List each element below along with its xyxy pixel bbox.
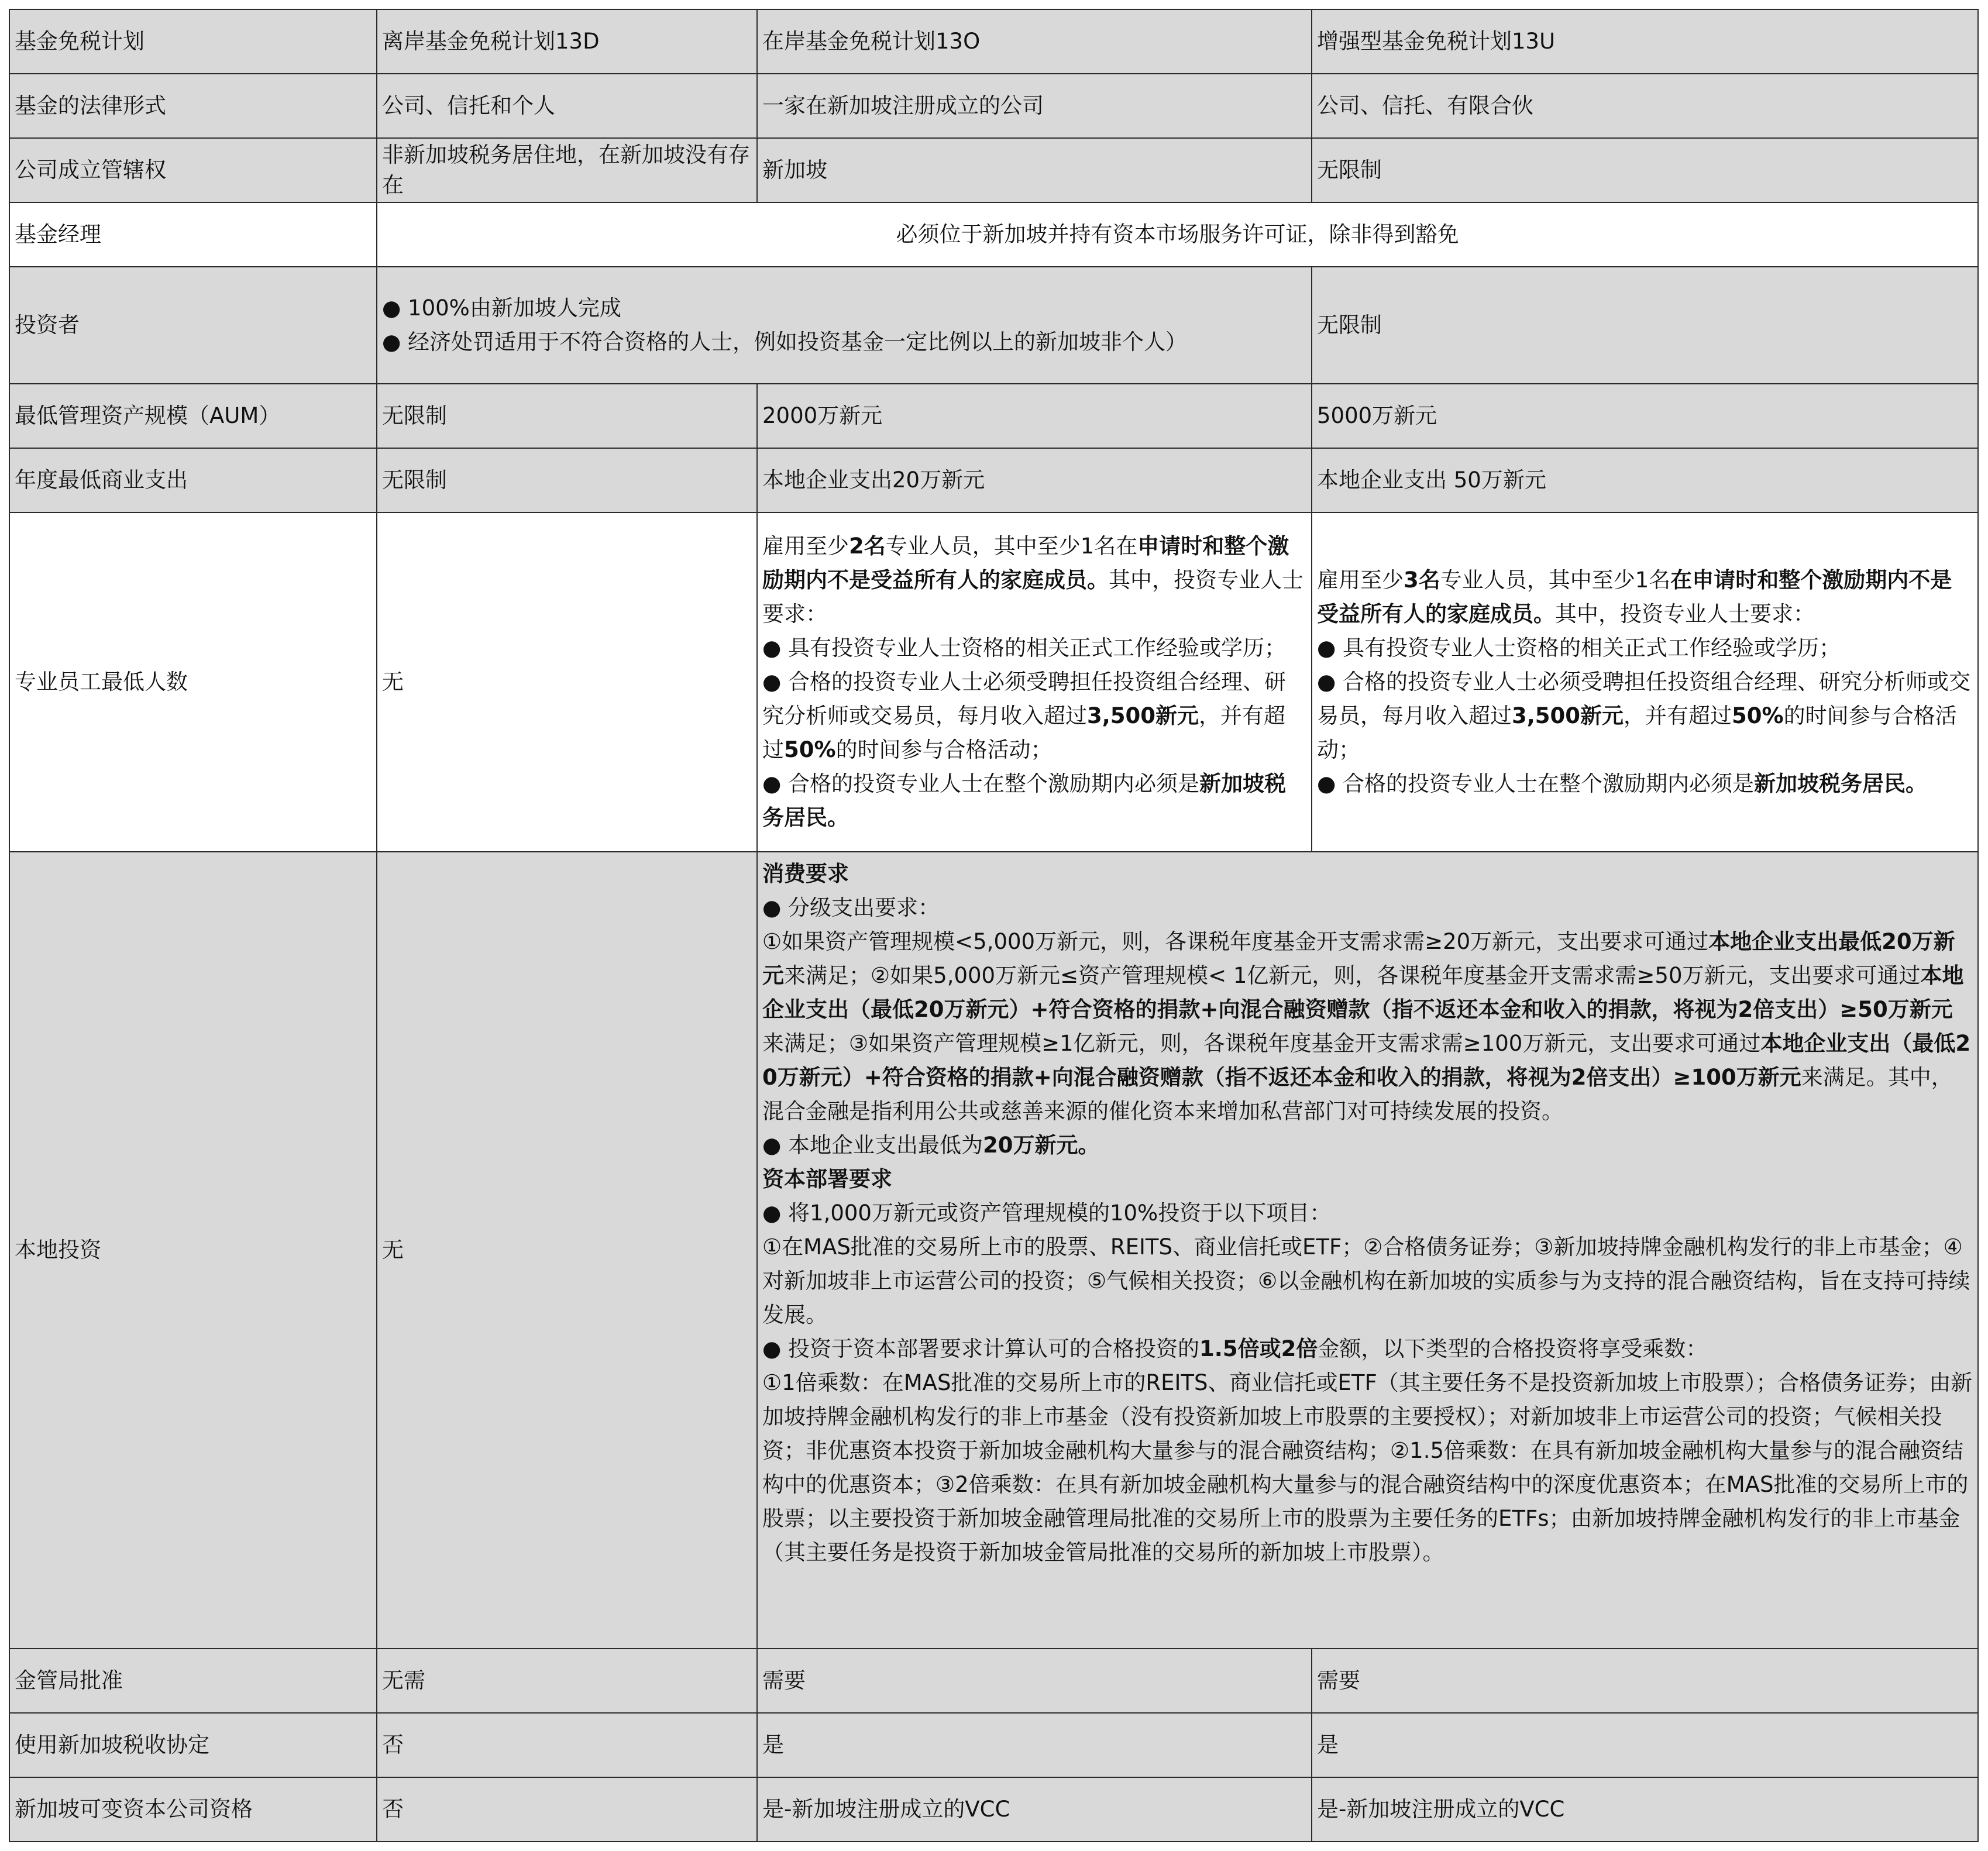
table-row (9, 1777, 1978, 1842)
table-row (9, 1713, 1978, 1777)
cell-13o: 在岸基金免税计划13O (757, 9, 1312, 74)
bullet-line: ● 经济处罚适用于不符合资格的人士，例如投资基金一定比例以上的新加坡非个人） (382, 329, 1188, 355)
row-label: 年度最低商业支出 (9, 448, 377, 512)
cell-13u: 增强型基金免税计划13U (1312, 9, 1978, 74)
bullet-line: ● 合格的投资专业人士在整个激励期内必须是新加坡税务居民。 (762, 771, 1287, 830)
table-row (9, 74, 1978, 138)
cell-13u: 需要 (1312, 1649, 1978, 1713)
cell-13o: 2000万新元 (757, 384, 1312, 448)
cell-13d: 否 (377, 1777, 757, 1842)
row-label: 公司成立管辖权 (9, 138, 377, 202)
local-investment-cell (757, 852, 1978, 1649)
cell-13u: 5000万新元 (1312, 384, 1978, 448)
merged-cell: 必须位于新加坡并持有资本市场服务许可证，除非得到豁免 (377, 202, 1978, 267)
bullet-line: ● 合格的投资专业人士在整个激励期内必须是新加坡税务居民。 (1317, 771, 1928, 796)
table-row (9, 9, 1978, 74)
bullet-line: ● 具有投资专业人士资格的相关正式工作经验或学历； (762, 635, 1287, 660)
row-label: 使用新加坡税收协定 (9, 1713, 377, 1777)
paragraph: ①1倍乘数：在MAS批准的交易所上市的REITS、商业信托或ETF（其主要任务不是投资新加坡上市股票）；合格债务证券；由新加坡持牌金融机构发行的非上市基金（没有投资新加坡上市股票的主要授权）；对新加坡非上市运营公司的投资；气候相关投资；非优惠资本投资于新加坡金融机构大量参与的混合融资结构；②1.5倍乘数：在具有新加坡金融机构大量参与的混合融资结构中的优惠资本；③2倍乘数：在具有新加坡金融机构大量参与的混合融资结构中的深度优惠资本；在MAS批准的交易所上市的股票；以主要投资于新加坡金融管理局批准的交易所上市的股票为主要任务的ETFs；由新加坡持牌金融机构发行的非上市基金（其主要任务是投资于新加坡金管局批准的交易所的新加坡上市股票）。 (762, 1370, 1973, 1565)
row-label: 基金的法律形式 (9, 74, 377, 138)
cell-13o: 新加坡 (757, 138, 1312, 202)
bullet-line: ● 投资于资本部署要求计算认可的合格投资的1.5倍或2倍金额，以下类型的合格投资将享受乘数： (762, 1336, 1708, 1361)
table-row (9, 852, 1978, 1649)
cell-13d: 否 (377, 1713, 757, 1777)
fund-scheme-comparison-table (9, 9, 1979, 1842)
cell-13u: 无限制 (1312, 267, 1978, 384)
table-row (9, 384, 1978, 448)
table-row (9, 138, 1978, 202)
row-label: 金管局批准 (9, 1649, 377, 1713)
cell-13o: 雇用至少2名专业人员，其中至少1名在申请时和整个激励期内不是受益所有人的家庭成员。其中，投资专业人士要求： ● 具有投资专业人士资格的相关正式工作经验或学历； ● 合格的投资专业人士必须受聘担任投资组合经理、研究分析师或交易员，每月收入超过3,500新元，并有超过50%的时间参与合格活动； ● 合格的投资专业人士在整个激励期内必须是新加坡税务居民。 (757, 512, 1312, 852)
row-label: 投资者 (9, 267, 377, 384)
cell-13d: 无 (377, 512, 757, 852)
cell-13d: 非新加坡税务居住地，在新加坡没有存在 (377, 138, 757, 202)
bullet-line: ● 合格的投资专业人士必须受聘担任投资组合经理、研究分析师或交易员，每月收入超过3,500新元，并有超过50%的时间参与合格活动； (762, 669, 1287, 762)
table-row (9, 202, 1978, 267)
cell-13o: 是-新加坡注册成立的VCC (757, 1777, 1312, 1842)
cell-13d: 公司、信托和个人 (377, 74, 757, 138)
cell-13d: 无需 (377, 1649, 757, 1713)
cell-13d: 无限制 (377, 448, 757, 512)
row-label: 新加坡可变资本公司资格 (9, 1777, 377, 1842)
table-row (9, 512, 1978, 852)
cell-13u: 无限制 (1312, 138, 1978, 202)
cell-13o: 是 (757, 1713, 1312, 1777)
table-row (9, 267, 1978, 384)
cell-13u: 是-新加坡注册成立的VCC (1312, 1777, 1978, 1842)
cell-13d: 无 (377, 852, 757, 1649)
row-label: 基金经理 (9, 202, 377, 267)
section-heading: 资本部署要求 (762, 1167, 892, 1192)
bullet-line: ● 本地企业支出最低为20万新元。 (762, 1133, 1100, 1158)
bullet-line: ● 具有投资专业人士资格的相关正式工作经验或学历； (1317, 635, 1841, 660)
row-label: 专业员工最低人数 (9, 512, 377, 852)
row-label: 基金免税计划 (9, 9, 377, 74)
paragraph: ①在MAS批准的交易所上市的股票、REITS、商业信托或ETF；②合格债务证券；③新加坡持牌金融机构发行的非上市基金；④对新加坡非上市运营公司的投资；⑤气候相关投资；⑥以金融机构在新加坡的实质参与为支持的混合融资结构，旨在支持可持续发展。 (762, 1234, 1970, 1327)
table-row (9, 1649, 1978, 1713)
bullet-line: ● 将1,000万新元或资产管理规模的10%投资于以下项目： (762, 1200, 1332, 1226)
cell-13o: 本地企业支出20万新元 (757, 448, 1312, 512)
cell-13o: 一家在新加坡注册成立的公司 (757, 74, 1312, 138)
bullet-line: ● 合格的投资专业人士必须受聘担任投资组合经理、研究分析师或交易员，每月收入超过3,500新元，并有超过50%的时间参与合格活动； (1317, 669, 1971, 762)
cell-13u: 公司、信托、有限合伙 (1312, 74, 1978, 138)
row-label: 最低管理资产规模（AUM） (9, 384, 377, 448)
cell-13d: 离岸基金免税计划13D (377, 9, 757, 74)
cell-13u: 雇用至少3名专业人员，其中至少1名在申请时和整个激励期内不是受益所有人的家庭成员。其中，投资专业人士要求： ● 具有投资专业人士资格的相关正式工作经验或学历； ● 合格的投资专业人士必须受聘担任投资组合经理、研究分析师或交易员，每月收入超过3,500新元，并有超过50%的时间参与合格活动； ● 合格的投资专业人士在整个激励期内必须是新加坡税务居民。 (1312, 512, 1978, 852)
bullet-line: ● 100%由新加坡人完成 (382, 295, 621, 321)
section-heading: 消费要求 (762, 861, 849, 886)
row-label: 本地投资 (9, 852, 377, 1649)
bullet-line: ● 分级支出要求： (762, 895, 940, 920)
merged-cell (377, 267, 1312, 384)
paragraph: ①如果资产管理规模<5,000万新元，则，各课税年度基金开支需求需≥20万新元，支出要求可通过本地企业支出最低20万新元来满足；②如果5,000万新元≤资产管理规模< 1亿新元，则，各课税年度基金开支需求需≥50万新元，支出要求可通过本地企业支出（最低20万新元）+符合资格的捐款+向混合融资赠款（指不返还本金和收入的捐款，将视为2倍支出）≥50万新元来满足；③如果资产管理规模≥1亿新元，则，各课税年度基金开支需求需≥100万新元，支出要求可通过本地企业支出（最低20万新元）+符合资格的捐款+向混合融资赠款（指不返还本金和收入的捐款，将视为2倍支出）≥100万新元来满足。其中，混合金融是指利用公共或慈善来源的催化资本来增加私营部门对可持续发展的投资。 (762, 929, 1971, 1124)
cell-13d: 无限制 (377, 384, 757, 448)
cell-13u: 是 (1312, 1713, 1978, 1777)
cell-13o: 需要 (757, 1649, 1312, 1713)
table-row (9, 448, 1978, 512)
cell-13u: 本地企业支出 50万新元 (1312, 448, 1978, 512)
